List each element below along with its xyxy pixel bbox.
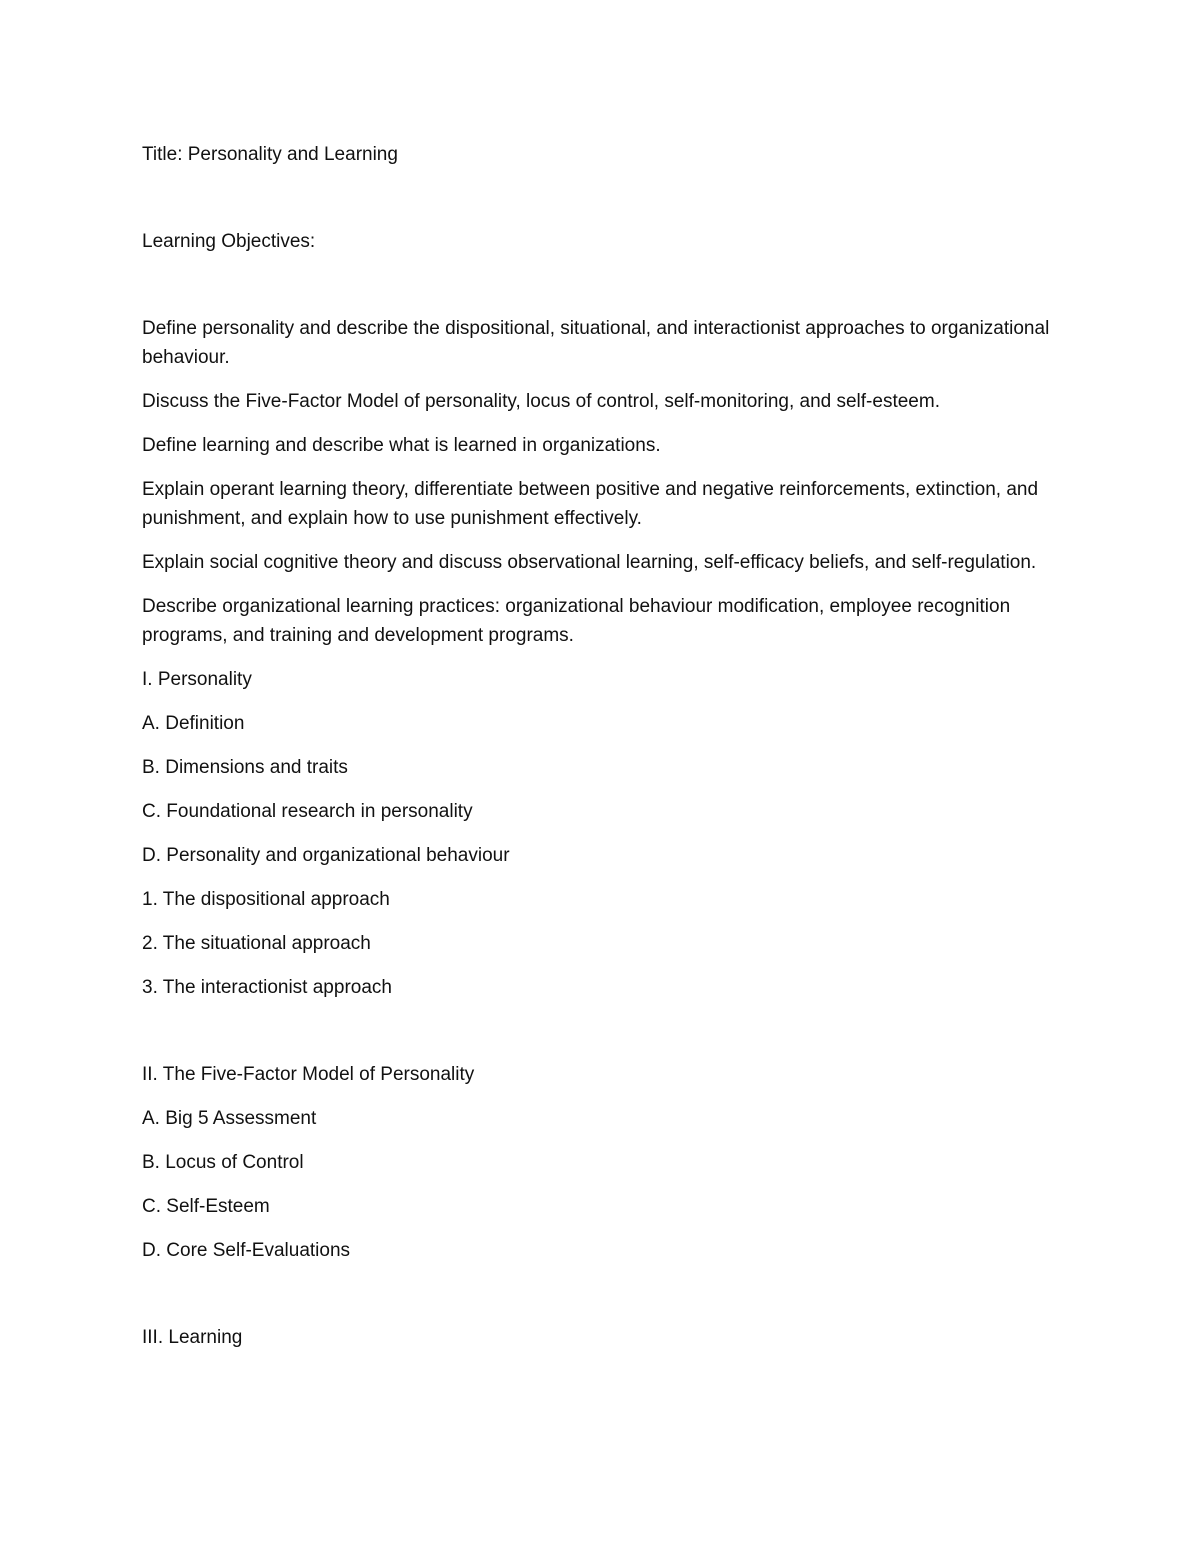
section-heading-personality: I. Personality bbox=[142, 669, 252, 690]
outline-item: B. Locus of Control bbox=[142, 1152, 304, 1173]
objective-item: Define learning and describe what is learned in organizations. bbox=[142, 435, 661, 456]
objective-item: Define personality and describe the dispositional, situational, and interactionist approaches to organizational behaviour. bbox=[142, 318, 1050, 368]
objectives-heading: Learning Objectives: bbox=[142, 231, 316, 252]
outline-item: 1. The dispositional approach bbox=[142, 889, 390, 910]
objective-item: Explain social cognitive theory and discuss observational learning, self-efficacy beliefs, and self-regulation. bbox=[142, 552, 1037, 573]
outline-item: A. Big 5 Assessment bbox=[142, 1108, 317, 1129]
section-heading-learning: III. Learning bbox=[142, 1327, 243, 1348]
outline-item: 3. The interactionist approach bbox=[142, 977, 392, 998]
objective-item: Discuss the Five-Factor Model of personality, locus of control, self-monitoring, and self-esteem. bbox=[142, 391, 940, 412]
outline-item: D. Personality and organizational behaviour bbox=[142, 845, 510, 866]
objective-item: Describe organizational learning practices: organizational behaviour modification, employee recognition programs, and training and development programs. bbox=[142, 596, 1011, 646]
document-body bbox=[142, 140, 1062, 1367]
objective-item: Explain operant learning theory, differentiate between positive and negative reinforcements, extinction, and punishment, and explain how to use punishment effectively. bbox=[142, 479, 1039, 529]
outline-item: B. Dimensions and traits bbox=[142, 757, 348, 778]
outline-item: 2. The situational approach bbox=[142, 933, 371, 954]
outline-item: D. Core Self-Evaluations bbox=[142, 1240, 351, 1261]
outline-item: C. Foundational research in personality bbox=[142, 801, 473, 822]
outline-item: A. Definition bbox=[142, 713, 245, 734]
document-title: Title: Personality and Learning bbox=[142, 144, 398, 165]
outline-item: C. Self-Esteem bbox=[142, 1196, 270, 1217]
section-heading-five-factor: II. The Five-Factor Model of Personality bbox=[142, 1064, 475, 1085]
